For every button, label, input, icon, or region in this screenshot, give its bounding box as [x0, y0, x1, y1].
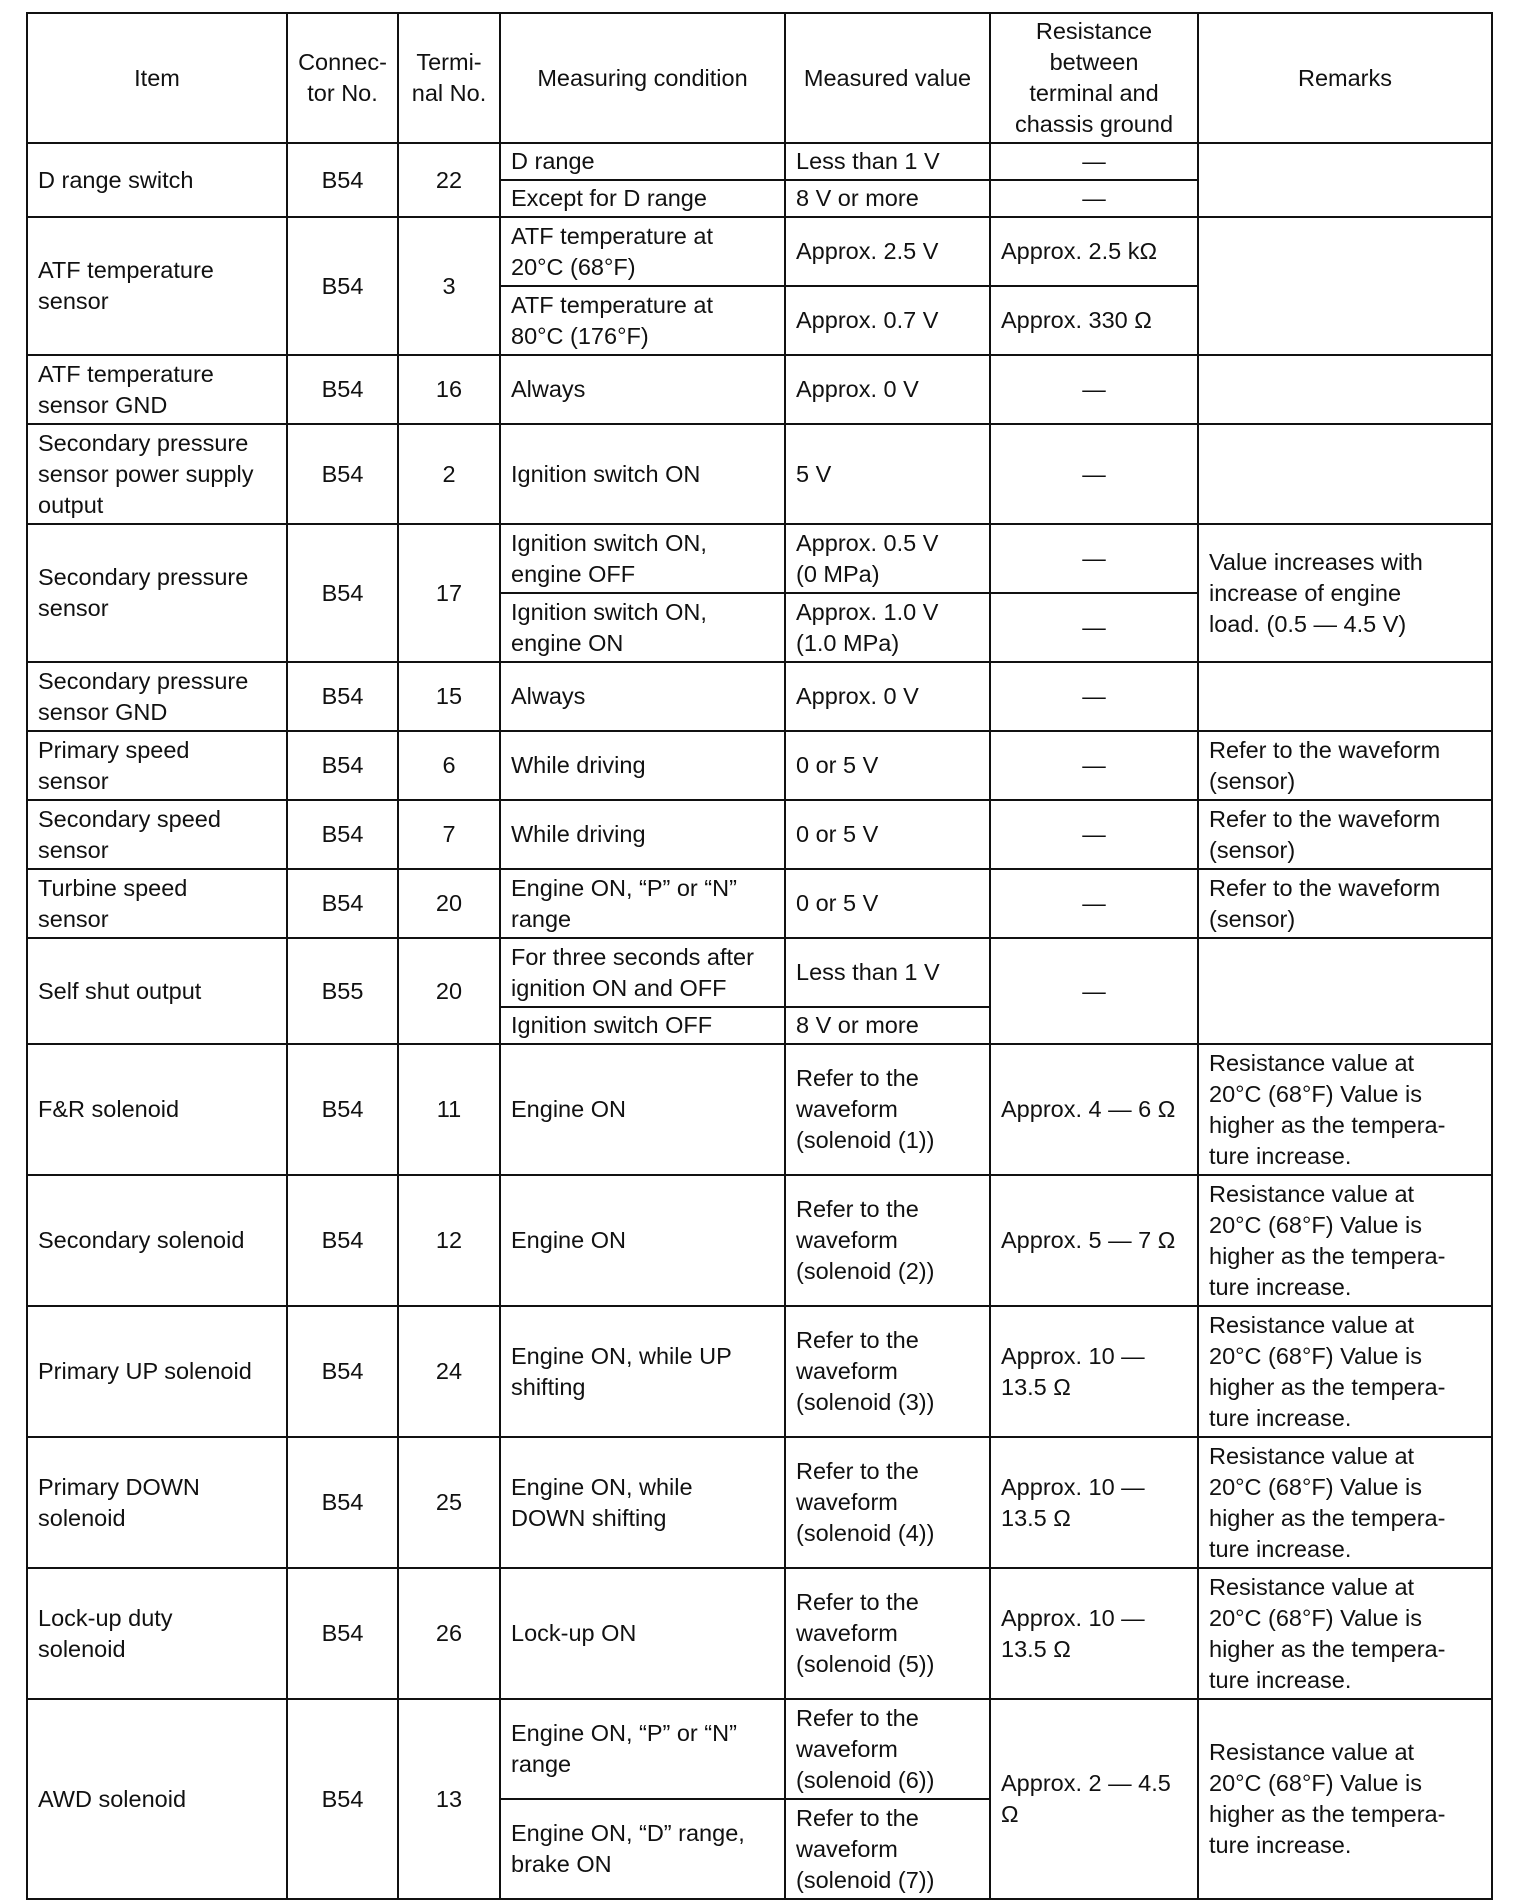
terminal-cell: 22 [398, 143, 500, 217]
connector-cell: B54 [287, 869, 398, 938]
item-cell: Turbine speed sensor [27, 869, 287, 938]
condition-cell: D range [500, 143, 785, 180]
terminal-cell: 24 [398, 1306, 500, 1437]
resistance-cell: — [990, 424, 1198, 524]
value-cell: 0 or 5 V [785, 869, 990, 938]
item-cell: D range switch [27, 143, 287, 217]
item-cell: Secondary pressure sensor [27, 524, 287, 662]
connector-cell: B54 [287, 217, 398, 355]
value-cell: 5 V [785, 424, 990, 524]
terminal-cell: 15 [398, 662, 500, 731]
connector-cell: B54 [287, 800, 398, 869]
connector-cell: B54 [287, 1044, 398, 1175]
terminal-cell: 20 [398, 869, 500, 938]
terminal-cell: 3 [398, 217, 500, 355]
value-cell: Approx. 0 V [785, 662, 990, 731]
condition-cell: Engine ON, “P” or “N” range [500, 869, 785, 938]
connector-cell: B54 [287, 731, 398, 800]
table-row [27, 1699, 1492, 1799]
condition-cell: ATF temperature at 80°C (176°F) [500, 286, 785, 355]
condition-cell: Ignition switch ON, engine OFF [500, 524, 785, 593]
resistance-cell: — [990, 731, 1198, 800]
resistance-cell: — [990, 180, 1198, 217]
value-cell: 8 V or more [785, 180, 990, 217]
item-cell: Secondary pressure sensor power supply output [27, 424, 287, 524]
value-cell: Approx. 0 V [785, 355, 990, 424]
value-cell: Refer to the waveform (solenoid (5)) [785, 1568, 990, 1699]
header-value: Measured value [785, 13, 990, 143]
value-cell: Less than 1 V [785, 143, 990, 180]
value-cell: Refer to the waveform (solenoid (4)) [785, 1437, 990, 1568]
item-cell: ATF temperature sensor GND [27, 355, 287, 424]
table-row [27, 143, 1492, 180]
value-cell: 8 V or more [785, 1007, 990, 1044]
item-cell: Lock-up duty solenoid [27, 1568, 287, 1699]
terminal-cell: 13 [398, 1699, 500, 1899]
header-item: Item [27, 13, 287, 143]
item-cell: Secondary solenoid [27, 1175, 287, 1306]
remarks-cell: Resistance value at 20°C (68°F) Value is higher as the tempera- ture increase. [1198, 1306, 1492, 1437]
resistance-cell: — [990, 938, 1198, 1044]
table-row [27, 1306, 1492, 1437]
condition-cell: While driving [500, 800, 785, 869]
table-row [27, 869, 1492, 938]
item-cell: AWD solenoid [27, 1699, 287, 1899]
terminal-cell: 26 [398, 1568, 500, 1699]
value-cell: Refer to the waveform (solenoid (3)) [785, 1306, 990, 1437]
condition-cell: Engine ON, while UP shifting [500, 1306, 785, 1437]
value-cell: Refer to the waveform (solenoid (6)) [785, 1699, 990, 1799]
item-cell: Secondary speed sensor [27, 800, 287, 869]
table-row [27, 731, 1492, 800]
value-cell: Approx. 0.7 V [785, 286, 990, 355]
condition-cell: Engine ON, “D” range, brake ON [500, 1799, 785, 1899]
table-row [27, 800, 1492, 869]
item-cell: ATF temperature sensor [27, 217, 287, 355]
resistance-cell: Approx. 5 — 7 Ω [990, 1175, 1198, 1306]
remarks-cell: Refer to the waveform (sensor) [1198, 731, 1492, 800]
header-remarks: Remarks [1198, 13, 1492, 143]
terminal-cell: 6 [398, 731, 500, 800]
remarks-cell: Resistance value at 20°C (68°F) Value is higher as the tempera- ture increase. [1198, 1699, 1492, 1899]
value-cell: Refer to the waveform (solenoid (7)) [785, 1799, 990, 1899]
resistance-cell: — [990, 593, 1198, 662]
remarks-cell: Refer to the waveform (sensor) [1198, 800, 1492, 869]
table-row [27, 217, 1492, 286]
resistance-cell: Approx. 10 — 13.5 Ω [990, 1306, 1198, 1437]
table-row [27, 1568, 1492, 1699]
item-cell: Secondary pressure sensor GND [27, 662, 287, 731]
terminal-cell: 20 [398, 938, 500, 1044]
remarks-cell: Resistance value at 20°C (68°F) Value is higher as the tempera- ture increase. [1198, 1568, 1492, 1699]
remarks-cell [1198, 938, 1492, 1044]
condition-cell: ATF temperature at 20°C (68°F) [500, 217, 785, 286]
table-row [27, 1175, 1492, 1306]
header-terminal: Termi- nal No. [398, 13, 500, 143]
resistance-cell: Approx. 2.5 kΩ [990, 217, 1198, 286]
table-row [27, 1044, 1492, 1175]
item-cell: F&R solenoid [27, 1044, 287, 1175]
value-cell: Approx. 1.0 V (1.0 MPa) [785, 593, 990, 662]
condition-cell: Always [500, 662, 785, 731]
condition-cell: Ignition switch OFF [500, 1007, 785, 1044]
connector-cell: B54 [287, 355, 398, 424]
connector-cell: B54 [287, 424, 398, 524]
value-cell: Approx. 0.5 V (0 MPa) [785, 524, 990, 593]
condition-cell: Engine ON [500, 1175, 785, 1306]
resistance-cell: Approx. 330 Ω [990, 286, 1198, 355]
condition-cell: Lock-up ON [500, 1568, 785, 1699]
resistance-cell: Approx. 10 — 13.5 Ω [990, 1437, 1198, 1568]
remarks-cell: Resistance value at 20°C (68°F) Value is higher as the tempera- ture increase. [1198, 1437, 1492, 1568]
connector-cell: B54 [287, 1306, 398, 1437]
connector-cell: B54 [287, 143, 398, 217]
measurement-table [26, 12, 1493, 1900]
resistance-cell: — [990, 524, 1198, 593]
item-cell: Primary UP solenoid [27, 1306, 287, 1437]
remarks-cell: Resistance value at 20°C (68°F) Value is higher as the tempera- ture increase. [1198, 1175, 1492, 1306]
table-row [27, 1437, 1492, 1568]
value-cell: Approx. 2.5 V [785, 217, 990, 286]
resistance-cell: — [990, 143, 1198, 180]
condition-cell: For three seconds after ignition ON and OFF [500, 938, 785, 1007]
resistance-cell: — [990, 355, 1198, 424]
remarks-cell [1198, 662, 1492, 731]
resistance-cell: Approx. 4 — 6 Ω [990, 1044, 1198, 1175]
header-condition: Measuring condition [500, 13, 785, 143]
connector-cell: B54 [287, 1699, 398, 1899]
remarks-cell [1198, 424, 1492, 524]
value-cell: 0 or 5 V [785, 731, 990, 800]
condition-cell: Engine ON, while DOWN shifting [500, 1437, 785, 1568]
header-connector: Connec- tor No. [287, 13, 398, 143]
table-row [27, 424, 1492, 524]
connector-cell: B54 [287, 1568, 398, 1699]
table-row [27, 524, 1492, 593]
connector-cell: B54 [287, 1175, 398, 1306]
remarks-cell: Value increases with increase of engine load. (0.5 — 4.5 V) [1198, 524, 1492, 662]
remarks-cell: Resistance value at 20°C (68°F) Value is higher as the tempera- ture increase. [1198, 1044, 1492, 1175]
condition-cell: Ignition switch ON, engine ON [500, 593, 785, 662]
condition-cell: Engine ON [500, 1044, 785, 1175]
value-cell: 0 or 5 V [785, 800, 990, 869]
remarks-cell [1198, 143, 1492, 217]
condition-cell: Except for D range [500, 180, 785, 217]
terminal-cell: 17 [398, 524, 500, 662]
header-row [27, 13, 1492, 143]
remarks-cell [1198, 355, 1492, 424]
terminal-cell: 11 [398, 1044, 500, 1175]
connector-cell: B54 [287, 662, 398, 731]
value-cell: Refer to the waveform (solenoid (1)) [785, 1044, 990, 1175]
condition-cell: Always [500, 355, 785, 424]
condition-cell: While driving [500, 731, 785, 800]
terminal-cell: 7 [398, 800, 500, 869]
table-row [27, 662, 1492, 731]
value-cell: Refer to the waveform (solenoid (2)) [785, 1175, 990, 1306]
connector-cell: B54 [287, 1437, 398, 1568]
condition-cell: Engine ON, “P” or “N” range [500, 1699, 785, 1799]
terminal-cell: 16 [398, 355, 500, 424]
header-resistance: Resistance between terminal and chassis ground [990, 13, 1198, 143]
resistance-cell: Approx. 2 — 4.5 Ω [990, 1699, 1198, 1899]
resistance-cell: — [990, 800, 1198, 869]
terminal-cell: 25 [398, 1437, 500, 1568]
table-row [27, 938, 1492, 1007]
resistance-cell: Approx. 10 — 13.5 Ω [990, 1568, 1198, 1699]
resistance-cell: — [990, 869, 1198, 938]
connector-cell: B54 [287, 524, 398, 662]
item-cell: Primary DOWN solenoid [27, 1437, 287, 1568]
item-cell: Self shut output [27, 938, 287, 1044]
remarks-cell: Refer to the waveform (sensor) [1198, 869, 1492, 938]
remarks-cell [1198, 217, 1492, 355]
terminal-cell: 12 [398, 1175, 500, 1306]
table-row [27, 355, 1492, 424]
connector-cell: B55 [287, 938, 398, 1044]
condition-cell: Ignition switch ON [500, 424, 785, 524]
terminal-cell: 2 [398, 424, 500, 524]
item-cell: Primary speed sensor [27, 731, 287, 800]
value-cell: Less than 1 V [785, 938, 990, 1007]
resistance-cell: — [990, 662, 1198, 731]
